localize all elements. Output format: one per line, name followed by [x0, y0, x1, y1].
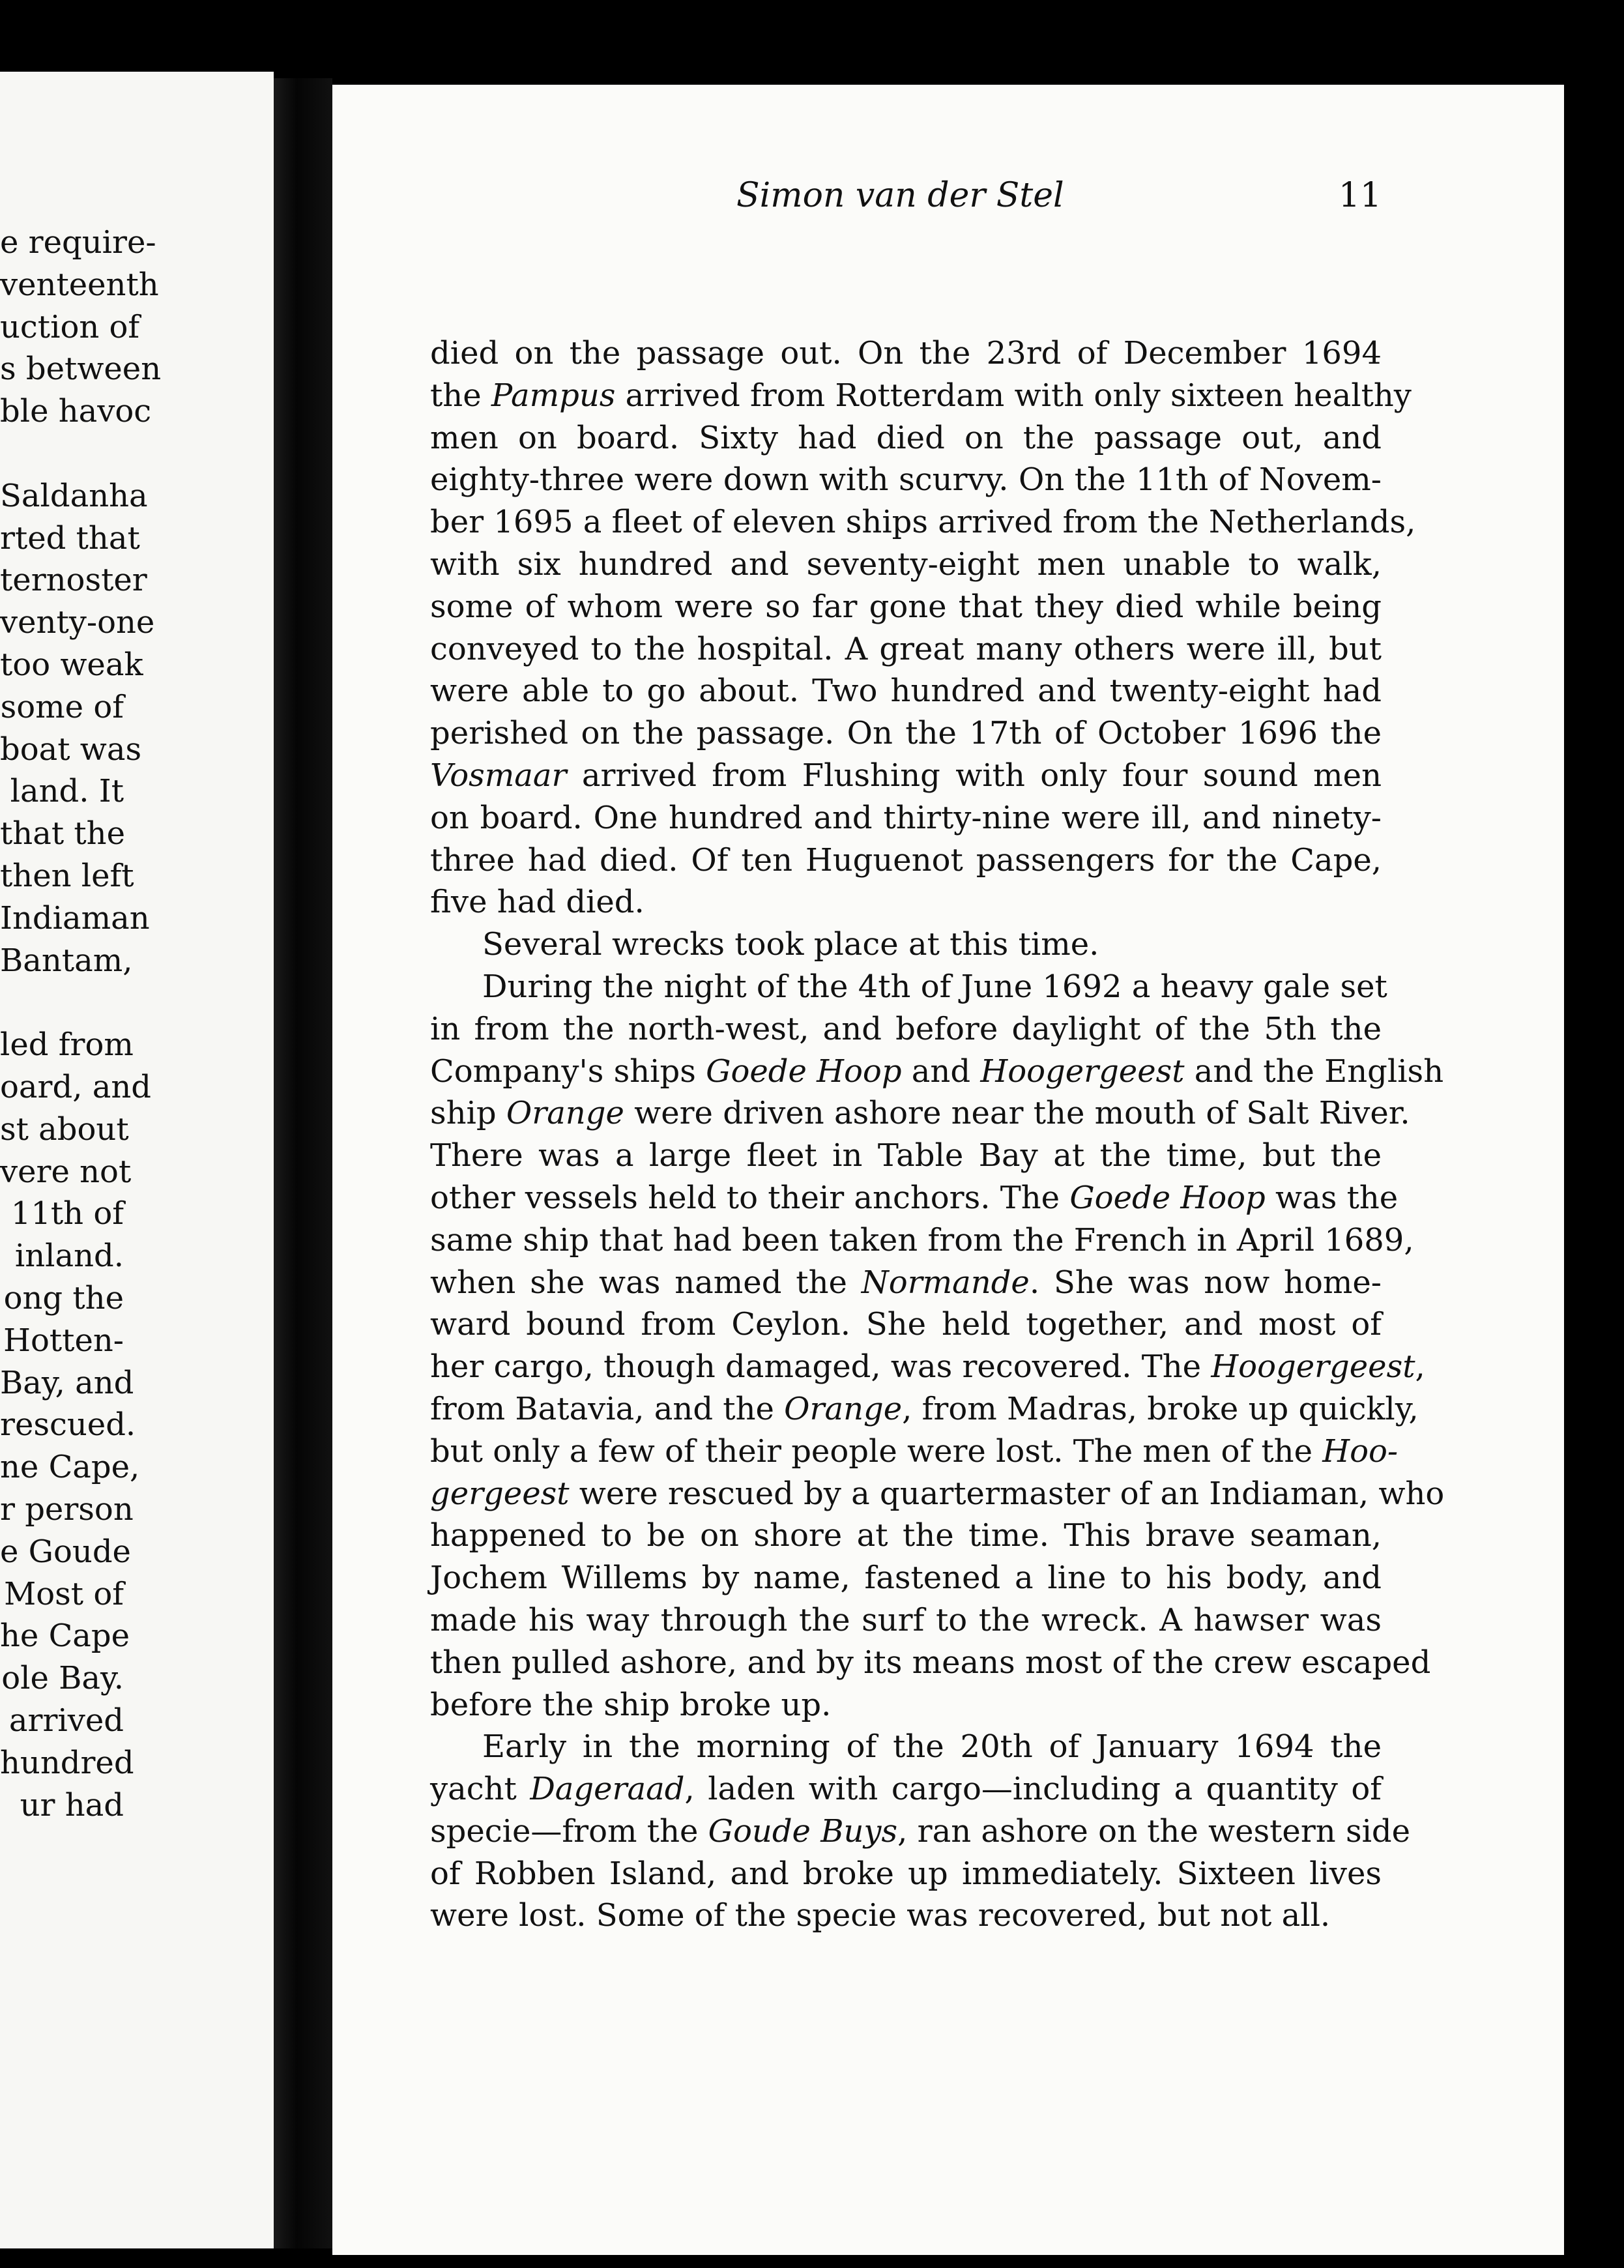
- body-line: in from the north-west, and before daylight of the 5th the: [430, 1010, 1382, 1047]
- left-page-line: e Goude: [0, 1533, 131, 1570]
- body-line: other vessels held to their anchors. The Goede Hoop was the: [430, 1179, 1399, 1216]
- body-line: but only a few of their people were lost. The men of the Hoo-: [430, 1432, 1399, 1470]
- body-line: There was a large fleet in Table Bay at the time, but the: [430, 1137, 1382, 1174]
- left-page-line: rted that: [0, 519, 140, 557]
- body-line: died on the passage out. On the 23rd of December 1694: [430, 335, 1382, 371]
- body-line: before the ship broke up.: [430, 1686, 832, 1723]
- left-page-line: land. It: [10, 773, 124, 810]
- body-line: ward bound from Ceylon. She held together, and most of: [430, 1306, 1382, 1343]
- left-page-line: s between: [0, 351, 162, 388]
- left-page-line: venteenth: [0, 266, 159, 303]
- left-page-line: that the: [0, 815, 125, 852]
- left-page-line: r person: [0, 1491, 134, 1528]
- left-page-line: boat was: [0, 731, 142, 768]
- body-line: same ship that had been taken from the French in April 1689,: [430, 1221, 1414, 1258]
- left-page-line: rescued.: [0, 1406, 136, 1444]
- body-line: Jochem Willems by name, fastened a line to his body, and: [430, 1560, 1382, 1597]
- left-page-line: some of: [0, 688, 124, 725]
- left-page-line: ne Cape,: [0, 1449, 140, 1486]
- body-line: the Pampus arrived from Rotterdam with only sixteen healthy: [430, 377, 1412, 414]
- body-line: on board. One hundred and thirty-nine were ill, and ninety-: [430, 799, 1382, 836]
- left-page-line: 11th of: [10, 1195, 124, 1232]
- left-page-line: then left: [0, 858, 134, 894]
- body-line: when she was named the Normande. She was now home-: [430, 1264, 1382, 1301]
- page-number: 11: [1338, 176, 1382, 215]
- left-page-line: hundred: [0, 1744, 134, 1781]
- body-line: gergeest were rescued by a quartermaster of an Indiaman, who: [430, 1475, 1445, 1512]
- left-page-line: st about: [0, 1111, 129, 1148]
- body-line: her cargo, though damaged, was recovered. The Hoogergeest: [430, 1348, 1415, 1386]
- running-head: [398, 176, 1382, 228]
- left-page-line: he Cape: [0, 1618, 130, 1655]
- body-line: eighty-three were down with scurvy. On the 11th of Novem-: [430, 461, 1382, 499]
- body-line: ship Orange were driven ashore near the mouth of Salt River.: [430, 1095, 1410, 1132]
- left-page-line: arrived: [8, 1702, 124, 1739]
- body-line: made his way through the surf to the wreck. A hawser was: [430, 1601, 1382, 1638]
- body-line: men on board. Sixty had died on the passage out, and: [430, 419, 1382, 456]
- body-line: Vosmaar arrived from Flushing with only four sound men: [430, 757, 1382, 794]
- left-page-line: oard, and: [0, 1069, 151, 1105]
- left-page-line: Bantam,: [0, 942, 133, 979]
- left-page-line: venty-one: [0, 604, 155, 641]
- body-line: five had died.: [430, 884, 645, 921]
- left-page-line: led from: [0, 1026, 134, 1064]
- left-page-line: vere not: [0, 1153, 132, 1190]
- body-line: conveyed to the hospital. A great many others were ill, but: [430, 630, 1382, 667]
- body-line: some of whom were so far gone that they died while being: [430, 588, 1382, 625]
- left-page-line: e require-: [0, 224, 156, 261]
- left-page-line: Hotten-: [3, 1322, 124, 1359]
- left-page-line: ur had: [20, 1786, 124, 1824]
- left-page-line: too weak: [0, 647, 143, 683]
- body-line: from Batavia, and the Orange, from Madras, broke up quickly,: [430, 1390, 1419, 1427]
- left-page-line: Indiaman: [0, 899, 150, 937]
- body-line: yacht Dageraad, laden with cargo—including a quantity of: [430, 1771, 1382, 1808]
- body-line: ber 1695 a fleet of eleven ships arrived from the Netherlands,: [430, 504, 1416, 541]
- body-line: with six hundred and seventy-eight men unable to walk,: [430, 545, 1382, 583]
- left-page-line: uction of: [0, 308, 140, 345]
- left-page-fragment: [0, 72, 274, 2248]
- body-line: Early in the morning of the 20th of January 1694 the: [482, 1728, 1382, 1766]
- body-line: happened to be on shore at the time. This brave seaman,: [430, 1517, 1382, 1554]
- body-text: [430, 332, 1445, 1937]
- body-line: three had died. Of ten Huguenot passengers for the Cape,: [430, 841, 1382, 879]
- body-line: perished on the passage. On the 17th of October 1696 the: [430, 715, 1382, 752]
- body-line: specie—from the Goude Buys, ran ashore on the western side: [430, 1812, 1411, 1850]
- left-page-line: ole Bay.: [1, 1660, 124, 1697]
- left-page-line: Most of: [4, 1575, 124, 1612]
- body-line: Several wrecks took place at this time.: [482, 926, 1099, 963]
- left-page-line: Bay, and: [0, 1364, 134, 1401]
- body-line: of Robben Island, and broke up immediately. Sixteen lives: [430, 1855, 1382, 1892]
- body-line: then pulled ashore, and by its means most of the crew escaped: [430, 1644, 1431, 1681]
- left-page-line: inland.: [14, 1238, 124, 1275]
- left-page-line: ong the: [3, 1280, 124, 1316]
- body-line: Company's ships Goede Hoop and Hoogergeest and the English: [430, 1053, 1444, 1090]
- body-line: During the night of the 4th of June 1692 a heavy gale set: [482, 968, 1387, 1005]
- left-page-line: Saldanha: [0, 477, 148, 514]
- body-line: were able to go about. Two hundred and twenty-eight had: [430, 673, 1382, 710]
- body-line: were lost. Some of the specie was recovered, but not all.: [430, 1897, 1331, 1934]
- left-page-line: ternoster: [0, 562, 147, 599]
- running-head-title: Simon van der Stel: [736, 176, 1064, 215]
- left-page-line: ble havoc: [0, 393, 152, 430]
- page-gutter-shadow: [274, 78, 332, 2248]
